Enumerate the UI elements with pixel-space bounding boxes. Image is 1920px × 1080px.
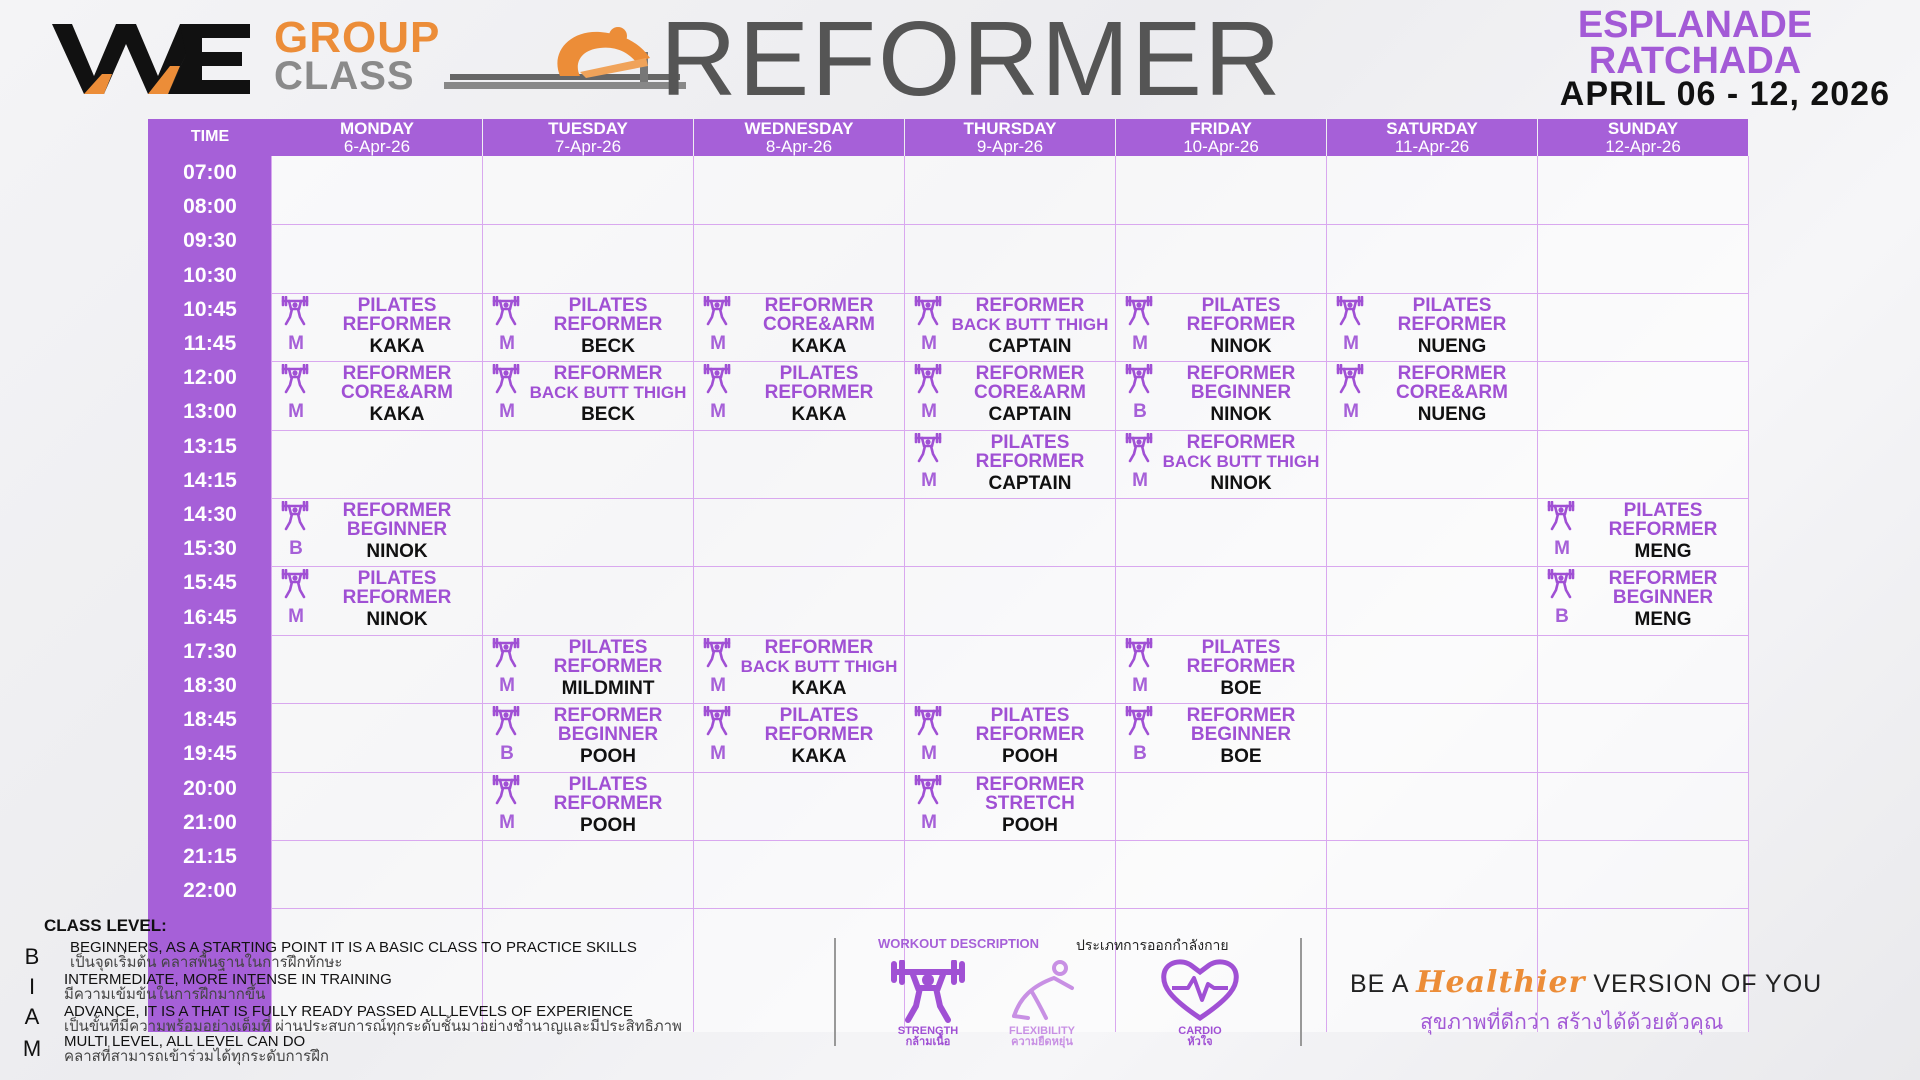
strength-icon xyxy=(1124,296,1154,326)
grid-column-line xyxy=(1748,156,1749,1032)
day-name: SATURDAY xyxy=(1386,119,1478,138)
strength-icon xyxy=(702,364,732,394)
class-level-badge: M xyxy=(710,743,726,765)
strength-icon xyxy=(491,296,521,326)
strength-icon xyxy=(1124,706,1154,736)
time-label: 21:15 xyxy=(183,845,237,868)
instructor-name: CAPTAIN xyxy=(988,335,1072,357)
instructor-name: MENG xyxy=(1634,541,1692,562)
slogan-thai: สุขภาพที่ดีกว่า สร้างได้ด้วยตัวคุณ xyxy=(1420,1011,1724,1034)
class-level-badge: M xyxy=(499,332,515,354)
time-label: 13:15 xyxy=(183,434,237,458)
instructor-name: MILDMINT xyxy=(561,677,655,699)
class-name-line2: CORE&ARM xyxy=(1396,382,1508,404)
instructor-name: NINOK xyxy=(1210,472,1272,494)
class-word: CLASS xyxy=(274,54,415,98)
class-name-line2: REFORMER xyxy=(1186,313,1296,335)
class-name-line2: REFORMER xyxy=(342,587,452,609)
grid-row-line xyxy=(272,498,1748,499)
class-cell[interactable] xyxy=(1116,361,1326,429)
strength-label: STRENGTH xyxy=(897,1025,959,1037)
day-header-tuesday xyxy=(483,119,693,156)
day-header-thursday xyxy=(905,119,1115,156)
slogan-post: VERSION OF YOU xyxy=(1585,970,1823,998)
class-cell[interactable] xyxy=(905,772,1115,840)
class-name-line1: PILATES xyxy=(357,294,437,316)
class-level-badge: M xyxy=(499,674,515,696)
class-name-line2: BACK BUTT THIGH xyxy=(529,383,687,403)
class-level-badge: M xyxy=(710,401,726,423)
strength-icon xyxy=(1335,364,1365,394)
class-level-badge: B xyxy=(1555,606,1569,628)
class-cell[interactable] xyxy=(483,635,693,703)
instructor-name: NINOK xyxy=(1210,335,1272,357)
day-date: 12-Apr-26 xyxy=(1605,137,1681,156)
slogan-highlight: Healthier xyxy=(1416,965,1586,1000)
time-label: 18:30 xyxy=(183,674,237,697)
level-description-thai: เป็นขั้นที่มีความพร้อมอย่างเต็มที่ ผ่านประสบการณ์ทุกระดับชั้นมาอย่างชำนาญและมีประสิทธิภาพ xyxy=(64,1018,682,1035)
instructor-name: POOH xyxy=(580,746,636,768)
class-name-line1: REFORMER xyxy=(975,363,1085,385)
day-name: THURSDAY xyxy=(963,119,1057,138)
class-name-line1: PILATES xyxy=(1623,500,1703,521)
class-name-line1: REFORMER xyxy=(975,773,1085,795)
class-cell[interactable] xyxy=(1538,498,1748,566)
class-cell[interactable] xyxy=(905,361,1115,429)
time-label: 16:45 xyxy=(183,605,237,629)
class-level-badge: M xyxy=(710,332,726,354)
class-name-line1: PILATES xyxy=(990,705,1070,727)
instructor-name: KAKA xyxy=(791,335,847,357)
time-label: 22:00 xyxy=(183,879,237,903)
class-cell[interactable] xyxy=(483,293,693,361)
instructor-name: NUENG xyxy=(1417,335,1487,357)
instructor-name: KAKA xyxy=(791,677,847,699)
class-level-badge: B xyxy=(1133,401,1147,423)
instructor-name: CAPTAIN xyxy=(988,404,1072,426)
time-label: 17:30 xyxy=(183,639,237,663)
time-label: 20:00 xyxy=(183,776,237,800)
class-name-line1: REFORMER xyxy=(1186,431,1296,453)
day-date: 11-Apr-26 xyxy=(1394,137,1470,156)
instructor-name: KAKA xyxy=(369,404,425,426)
instructor-name: NINOK xyxy=(1210,404,1272,426)
class-name-line2: REFORMER xyxy=(764,724,874,746)
class-name-line1: REFORMER xyxy=(1186,363,1296,385)
instructor-name: KAKA xyxy=(369,335,425,357)
flexibility-label-thai: ความยืดหยุ่น xyxy=(1011,1036,1073,1048)
time-label: 09:30 xyxy=(183,229,237,253)
level-description-thai: เป็นจุดเริ่มต้น คลาสพื้นฐานในการฝึกทักษะ xyxy=(70,954,343,971)
day-date: 8-Apr-26 xyxy=(765,137,833,156)
class-cell[interactable] xyxy=(905,293,1115,361)
class-name-line1: REFORMER xyxy=(975,294,1085,316)
workout-description-title: WORKOUT DESCRIPTION xyxy=(878,936,1040,951)
class-level-badge: M xyxy=(921,332,937,354)
class-name-line2: BEGINNER xyxy=(346,519,448,540)
class-level-badge: M xyxy=(921,401,937,423)
class-cell[interactable] xyxy=(272,498,482,566)
class-level-badge: B xyxy=(1133,743,1147,765)
class-name-line1: PILATES xyxy=(779,705,859,727)
time-label: 11:45 xyxy=(183,332,237,355)
class-cell[interactable] xyxy=(694,635,904,703)
class-cell[interactable] xyxy=(1116,635,1326,703)
grid-row-line xyxy=(272,566,1748,567)
class-cell[interactable] xyxy=(272,361,482,429)
strength-icon xyxy=(888,960,968,1024)
class-cell[interactable] xyxy=(905,430,1115,498)
class-name-line1: PILATES xyxy=(568,636,648,658)
day-name: FRIDAY xyxy=(1190,119,1252,138)
day-name: SUNDAY xyxy=(1607,119,1679,138)
class-level-badge: M xyxy=(499,811,515,833)
slogan xyxy=(1350,965,1822,1000)
class-level-badge: M xyxy=(921,743,937,765)
day-date: 10-Apr-26 xyxy=(1183,137,1259,156)
grid-column-line xyxy=(904,156,905,1032)
class-name-line2: CORE&ARM xyxy=(763,313,875,335)
class-name-line1: REFORMER xyxy=(1397,363,1507,385)
time-label: 18:45 xyxy=(183,708,237,732)
class-cell[interactable] xyxy=(1116,430,1326,498)
day-name: MONDAY xyxy=(340,119,414,138)
cardio-icon xyxy=(1160,958,1240,1022)
time-label: 07:00 xyxy=(183,161,237,184)
class-name-line2: REFORMER xyxy=(1608,519,1718,540)
time-label: 13:00 xyxy=(183,400,237,424)
level-letter: A xyxy=(24,1004,40,1029)
strength-icon xyxy=(491,364,521,394)
grid-row-line xyxy=(272,224,1748,225)
strength-icon xyxy=(1335,296,1365,326)
time-header: TIME xyxy=(148,119,272,156)
class-cell[interactable] xyxy=(1327,293,1537,361)
day-date: 9-Apr-26 xyxy=(976,137,1044,156)
class-name-line2: REFORMER xyxy=(342,313,452,335)
class-level-title: CLASS LEVEL: xyxy=(44,916,167,935)
cardio-label: CARDIO xyxy=(1178,1025,1222,1037)
class-name-line1: REFORMER xyxy=(342,500,452,521)
branch-name-line2: RATCHADA xyxy=(1588,40,1802,82)
flexibility-icon xyxy=(1002,958,1082,1022)
class-name-line1: REFORMER xyxy=(553,705,663,727)
time-label: 10:45 xyxy=(183,297,237,321)
class-name-line1: REFORMER xyxy=(342,363,452,385)
class-level-badge: M xyxy=(1132,332,1148,354)
strength-icon xyxy=(280,569,310,599)
grid-column-line xyxy=(693,156,694,1032)
class-cell[interactable] xyxy=(483,772,693,840)
instructor-name: POOH xyxy=(1002,746,1058,768)
class-name-line1: PILATES xyxy=(990,431,1070,453)
level-description-thai: คลาสที่สามารถเข้าร่วมได้ทุกระดับการฝึก xyxy=(64,1048,329,1065)
instructor-name: BOE xyxy=(1220,746,1262,768)
time-label: 14:15 xyxy=(183,468,237,492)
grid-row-line xyxy=(272,908,1748,909)
grid-row-line xyxy=(272,840,1748,841)
class-cell[interactable] xyxy=(905,703,1115,771)
program-title: REFORMER xyxy=(660,0,1283,118)
class-name-line1: REFORMER xyxy=(553,363,663,385)
level-letter: I xyxy=(28,974,36,999)
class-level-badge: M xyxy=(710,674,726,696)
strength-icon xyxy=(913,296,943,326)
we-logo xyxy=(52,24,250,94)
cardio-label-thai: หัวใจ xyxy=(1187,1036,1213,1048)
level-description: ADVANCE, IT IS A THAT IS FULLY READY PASSED ALL LEVELS OF EXPERIENCE xyxy=(64,1003,633,1020)
class-level-badge: M xyxy=(921,469,937,491)
class-cell[interactable] xyxy=(272,566,482,634)
level-letter: B xyxy=(24,944,40,969)
instructor-name: NUENG xyxy=(1417,404,1487,426)
class-name-line1: PILATES xyxy=(1201,636,1281,658)
instructor-name: KAKA xyxy=(791,746,847,768)
class-name-line1: PILATES xyxy=(1412,294,1492,316)
day-header-sunday xyxy=(1538,119,1748,156)
group-word: GROUP xyxy=(274,13,441,62)
branch-name-line1: ESPLANADE xyxy=(1577,4,1813,46)
class-name-line2: BEGINNER xyxy=(1190,382,1292,404)
level-description: INTERMEDIATE, MORE INTENSE IN TRAINING xyxy=(64,971,392,988)
strength-icon xyxy=(1124,364,1154,394)
class-cell[interactable] xyxy=(694,361,904,429)
strength-icon xyxy=(913,706,943,736)
strength-icon xyxy=(491,706,521,736)
class-name-line1: PILATES xyxy=(568,294,648,316)
divider xyxy=(834,938,836,1046)
time-label: 12:00 xyxy=(183,366,237,390)
strength-icon xyxy=(913,775,943,805)
class-level-badge: M xyxy=(288,332,304,354)
strength-icon xyxy=(280,501,310,531)
class-level-badge: M xyxy=(921,811,937,833)
class-name-line1: REFORMER xyxy=(1186,705,1296,727)
class-level-badge: M xyxy=(1132,469,1148,491)
strength-icon xyxy=(1124,638,1154,668)
class-name-line1: PILATES xyxy=(568,773,648,795)
strength-icon xyxy=(1546,569,1576,599)
class-name-line2: REFORMER xyxy=(553,313,663,335)
strength-icon xyxy=(280,364,310,394)
class-name-line2: BACK BUTT THIGH xyxy=(951,314,1109,334)
instructor-name: BECK xyxy=(581,404,635,426)
class-name-line2: REFORMER xyxy=(1397,313,1507,335)
strength-icon xyxy=(913,433,943,463)
level-description-thai: มีความเข้มข้นในการฝึกมากขึ้น xyxy=(64,986,266,1003)
reformer-machine-icon xyxy=(440,22,690,98)
strength-icon xyxy=(913,364,943,394)
instructor-name: BOE xyxy=(1220,677,1262,699)
class-cell[interactable] xyxy=(694,703,904,771)
level-description: MULTI LEVEL, ALL LEVEL CAN DO xyxy=(64,1033,306,1050)
time-label: 21:00 xyxy=(183,810,237,834)
class-name-line2: BEGINNER xyxy=(1190,724,1292,746)
class-level-badge: M xyxy=(1132,674,1148,696)
strength-icon xyxy=(491,638,521,668)
class-cell[interactable] xyxy=(694,293,904,361)
class-name-line2: STRETCH xyxy=(985,792,1075,814)
class-level-badge: M xyxy=(288,401,304,423)
day-date: 6-Apr-26 xyxy=(343,137,411,156)
grid-column-line xyxy=(482,156,483,1032)
class-level-badge: B xyxy=(289,538,303,559)
day-header-wednesday xyxy=(694,119,904,156)
class-cell[interactable] xyxy=(1538,566,1748,634)
class-level-badge: M xyxy=(288,606,304,628)
time-label: 15:30 xyxy=(183,537,237,561)
class-name-line2: CORE&ARM xyxy=(974,382,1086,404)
flexibility-label: FLEXIBILITY xyxy=(1009,1025,1075,1037)
class-level-badge: M xyxy=(1554,538,1570,559)
class-name-line2: REFORMER xyxy=(553,655,663,677)
class-level-badge: M xyxy=(1343,332,1359,354)
class-cell[interactable] xyxy=(1116,293,1326,361)
workout-description-title-thai: ประเภทการออกกำลังกาย xyxy=(1076,937,1229,953)
class-level-badge: B xyxy=(500,743,514,765)
day-name: TUESDAY xyxy=(548,119,628,138)
instructor-name: KAKA xyxy=(791,404,847,426)
slogan-pre: BE A xyxy=(1350,970,1417,998)
class-name-line1: PILATES xyxy=(1201,294,1281,316)
class-name-line1: PILATES xyxy=(357,568,437,590)
strength-icon xyxy=(491,775,521,805)
class-name-line1: REFORMER xyxy=(1608,568,1718,590)
time-label: 14:30 xyxy=(183,503,237,526)
class-name-line2: CORE&ARM xyxy=(341,382,453,404)
class-name-line2: REFORMER xyxy=(1186,655,1296,677)
strength-icon xyxy=(702,706,732,736)
strength-icon xyxy=(280,296,310,326)
class-name-line2: BEGINNER xyxy=(557,724,659,746)
grid-column-line xyxy=(1326,156,1327,1032)
class-level-badge: M xyxy=(1343,401,1359,423)
day-header-monday xyxy=(272,119,482,156)
time-label: 10:30 xyxy=(183,263,237,287)
time-label: 19:45 xyxy=(183,742,237,766)
instructor-name: NINOK xyxy=(366,609,428,631)
class-name-line2: REFORMER xyxy=(553,792,663,814)
day-date: 7-Apr-26 xyxy=(554,137,622,156)
instructor-name: MENG xyxy=(1634,609,1692,631)
grid-background xyxy=(272,156,1748,1032)
level-description: BEGINNERS, AS A STARTING POINT IT IS A BASIC CLASS TO PRACTICE SKILLS xyxy=(70,939,637,956)
class-name-line2: BEGINNER xyxy=(1612,587,1714,609)
time-label: 08:00 xyxy=(183,195,237,219)
instructor-name: POOH xyxy=(1002,814,1058,836)
class-level-badge: M xyxy=(499,401,515,423)
class-name-line1: REFORMER xyxy=(764,636,874,658)
class-name-line2: REFORMER xyxy=(764,382,874,404)
class-cell[interactable] xyxy=(483,361,693,429)
class-name-line1: PILATES xyxy=(779,363,859,385)
day-header-saturday xyxy=(1327,119,1537,156)
class-name-line1: REFORMER xyxy=(764,294,874,316)
strength-icon xyxy=(702,296,732,326)
class-cell[interactable] xyxy=(272,293,482,361)
strength-icon xyxy=(1124,433,1154,463)
class-name-line2: REFORMER xyxy=(975,724,1085,746)
day-header-friday xyxy=(1116,119,1326,156)
time-label: 15:45 xyxy=(183,571,237,595)
date-range: APRIL 06 - 12, 2026 xyxy=(1559,75,1890,113)
strength-icon xyxy=(1546,501,1576,531)
instructor-name: BECK xyxy=(581,335,635,357)
strength-icon xyxy=(702,638,732,668)
grid-column-line xyxy=(1115,156,1116,1032)
class-cell[interactable] xyxy=(1327,361,1537,429)
class-name-line2: REFORMER xyxy=(975,450,1085,472)
divider xyxy=(1300,938,1302,1046)
day-name: WEDNESDAY xyxy=(744,119,854,138)
level-letter: M xyxy=(22,1036,42,1061)
strength-label-thai: กล้ามเนื้อ xyxy=(905,1036,951,1048)
class-cell[interactable] xyxy=(1116,703,1326,771)
instructor-name: POOH xyxy=(580,814,636,836)
instructor-name: NINOK xyxy=(366,541,428,562)
class-name-line2: BACK BUTT THIGH xyxy=(740,656,898,676)
class-cell[interactable] xyxy=(483,703,693,771)
class-name-line2: BACK BUTT THIGH xyxy=(1162,451,1320,471)
instructor-name: CAPTAIN xyxy=(988,472,1072,494)
